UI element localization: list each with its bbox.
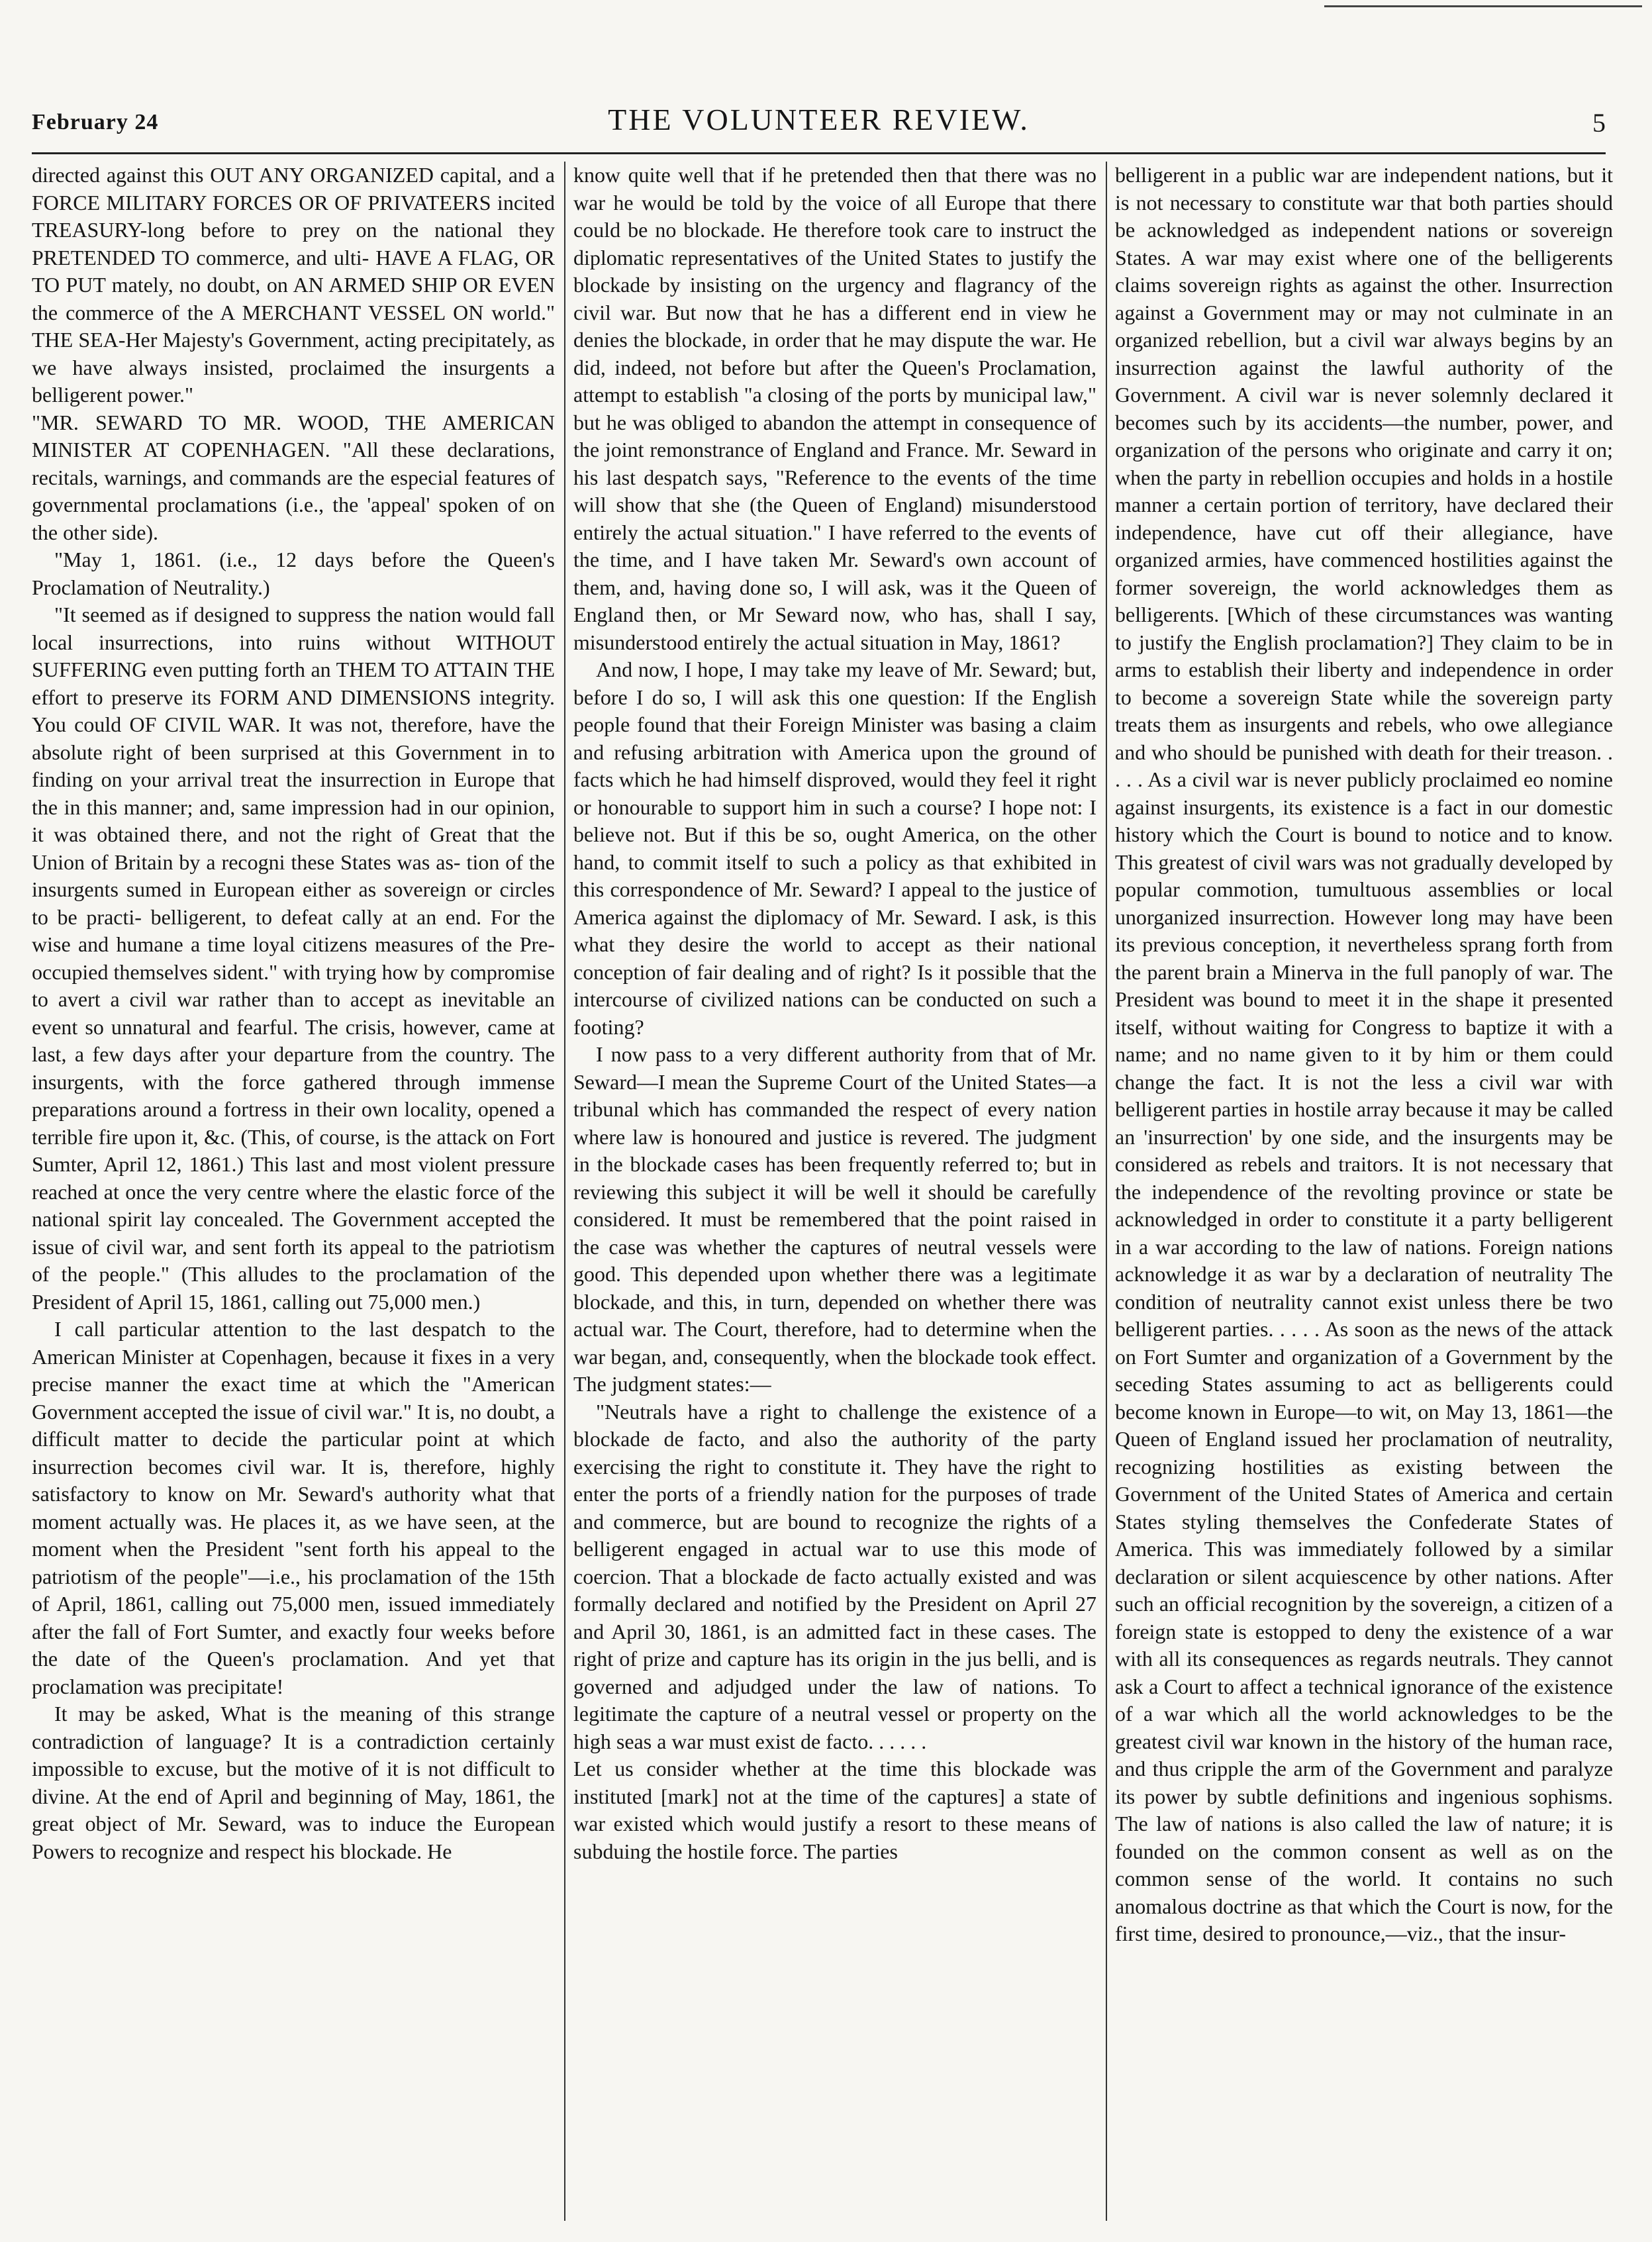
text-column-2: [573, 162, 1096, 2221]
column-2-paragraph-4: "Neutrals have a right to challenge the existence of a blockade de facto, and also the authority of the party exercising the right to constitute it. They have the right to enter the ports of a friendly nation for the purposes of trade and commerce, but are bound to recognize the rights of a belligerent engaged in actual war to use this mode of coercion. That a blockade de facto actually existed and was formally declared and notified by the President on April 27 and April 30, 1861, is an admitted fact in these cases. The right of prize and capture has its origin in the jus belli, and is governed and adjudged under the law of nations. To legitimate the capture of a neutral vessel or property on the high seas a war must exist de facto. . . . . .: [573, 1399, 1096, 1753]
column-1-paragraph-4: "It seemed as if designed to suppress the nation would fall local insurrections, into ruins without WITHOUT SUFFERING even putting forth an THEM TO ATTAIN THE effort to preserve its FORM AND DIMENSIONS integrity. You could OF CIVIL WAR. It was not, therefore, have the absolute right of been surprised at this Government in to finding on your arrival treat the insurrection in Europe that the in this manner; and, same impression had in our opinion, it was obtained there, and not the right of Great that the Union of Britain by a recogni these States was as- tion of the insurgents sumed in European either as sovereign or circles to be practi- belligerent, to defeat cally at an end. For the wise and humane a time loyal citizens measures of the Pre- occupied themselves sident." with trying how by compromise to avert a civil war rather than to accept as inevitable an event so unnatural and fearful. The crisis, however, came at last, a few days after your departure from the country. The insurgents, with the force gathered through immense preparations around a fortress in their own locality, opened a terrible fire upon it, &c. (This, of course, is the attack on Fort Sumter, April 12, 1861.) This last and most violent pressure reached at once the very centre where the elastic force of the national spirit lay concealed. The Government accepted the issue of civil war, and sent forth its appeal to the patriotism of the people." (This alludes to the proclamation of the President of April 15, 1861, calling out 75,000 men.): [32, 603, 555, 1314]
header-rule: [32, 152, 1606, 154]
header-page-number: 5: [1592, 108, 1606, 138]
column-1-paragraph-5: I call particular attention to the last despatch to the American Minister at Copenhagen, because it fixes in a very precise manner the exact time at which the "American Government accepted the issue of civil war." It is, no doubt, a difficult matter to decide the particular point at which insurrection becomes civil war. It is, therefore, highly satisfactory to know on Mr. Seward's authority what that moment actually was. He places it, as we have seen, at the moment when the President "sent forth his appeal to the patriotism of the people"—i.e., his proclamation of the 15th of April, 1861, calling out 75,000 men, issued immediately after the fall of Fort Sumter, and exactly four weeks before the date of the Queen's proclamation. And yet that proclamation was precipitate!: [32, 1317, 555, 1698]
page-header: [32, 98, 1606, 144]
column-3-paragraph-1: belligerent in a public war are independent nations, but it is not necessary to constitute war that both parties should be acknowledged as independent nations or sovereign States. A war may exist where one of the belligerents claims sovereign rights as against the other. Insurrection against a Government may or may not culminate in an organized rebellion, but a civil war always begins by an insurrection against the lawful authority of the Government. A civil war is never solemnly declared it becomes such by its accidents—the number, power, and organization of the persons who originate and carry it on; when the party in rebellion occupies and holds in a hostile manner a certain portion of territory, have declared their independence, have cut off their allegiance, have organized armies, have commenced hostilities against the former sovereign, the world acknowledges them as belligerents. [Which of these circumstances was wanting to justify the English proclamation?] They claim to be in arms to establish their liberty and independence in order to become a sovereign State while the sovereign party treats them as insurgents and rebels, who owe allegiance and who should be punished with death for their treason. . . . . As a civil war is never publicly proclaimed eo nomine against insurgents, its existence is a fact in our domestic history which the Court is bound to notice and to know. This greatest of civil wars was not gradually developed by popular commotion, tumultuous assemblies or local unorganized insurrection. However long may have been its previous conception, it nevertheless sprang forth from the parent brain a Minerva in the full panoply of war. The President was bound to meet it in the shape it presented itself, without waiting for Congress to baptize it with a name; and no name given to it by him or them could change the fact. It is not the less a civil war with belligerent parties in hostile array because it may be called an 'insurrection' by one side, and the insurgents may be considered as rebels and traitors. It is not necessary that the independence of the revolting province or state be acknowledged in order to constitute it a party belligerent in a war according to the law of nations. Foreign nations acknowledge it as war by a declaration of neutrality The condition of neutrality cannot exist unless there be two belligerent parties. . . . . As soon as the news of the attack on Fort Sumter and organization of a Government by the seceding States assuming to act as belligerents could become known in Europe—to wit, on May 13, 1861—the Queen of England issued her proclamation of neutrality, recognizing hostilities as existing between the Government of the United States of America and certain States styling themselves the Confederate States of America. This was immediately followed by a similar declaration or silent acquiescence by other nations. After such an official recognition by the sovereign, a citizen of a foreign state is estopped to deny the existence of a war with all its consequences as regards neutrals. They cannot ask a Court to affect a technical ignorance of the existence of a war which all the world acknowledges to be the greatest civil war known in the history of the human race, and thus cripple the arm of the Government and paralyze its power by subtle definitions and ingenious sophisms. The law of nations is also called the law of nature; it is founded on the common consent as well as on the common sense of the world. It contains no such anomalous doctrine as that which the Court is now, for the first time, desired to pronounce,—viz., that the insur-: [1115, 163, 1613, 1945]
column-2-paragraph-3: I now pass to a very different authority from that of Mr. Seward—I mean the Supreme Court of the United States—a tribunal which has commanded the respect of every nation where law is honoured and justice is revered. The judgment in the blockade cases has been frequently referred to; but in reviewing this subject it will be well it should be carefully considered. It must be remembered that the point raised in the case was whether the captures of neutral vessels were good. This depended upon whether there was a legitimate blockade, and this, in turn, depended on whether there was actual war. The Court, therefore, had to determine when the war began, and, consequently, when the blockade took effect. The judgment states:—: [573, 1042, 1096, 1396]
column-2-paragraph-1: know quite well that if he pretended then that there was no war he would be told by the voice of all Europe that there could be no blockade. He therefore took care to instruct the diplomatic representatives of the United States to justify the blockade by insisting on the urgency and flagrancy of the civil war. But now that he has a different end in view he denies the blockade, in order that he may dispute the war. He did, indeed, not before but after the Queen's Proclamation, attempt to establish "a closing of the ports by municipal law," but he was obliged to abandon the attempt in consequence of the joint remonstrance of England and France. Mr. Seward in his last despatch says, "Reference to the events of the time will show that she (the Queen of England) misunderstood entirely the actual situation." I have referred to the events of the time, and I have taken Mr. Seward's own account of them, and, having done so, I will ask, was it the Queen of England then, or Mr Seward now, who has, shall I say, misunderstood entirely the actual situation in May, 1861?: [573, 163, 1096, 654]
top-edge-line: [1324, 5, 1642, 7]
column-1-paragraph-2: "MR. SEWARD TO MR. WOOD, THE AMERICAN MINISTER AT COPENHAGEN. "All these declarations, recitals, warnings, and commands are the especial features of governmental proclamations (i.e., the 'appeal' spoken of on the other side).: [32, 410, 555, 544]
column-1-paragraph-6: It may be asked, What is the meaning of this strange contradiction of language? It is a contradiction certainly impossible to excuse, but the motive of it is not difficult to divine. At the end of April and beginning of May, 1861, the great object of Mr. Seward, was to induce the European Powers to recognize and respect his blockade. He: [32, 1702, 555, 1863]
column-1-paragraph-3: "May 1, 1861. (i.e., 12 days before the Queen's Proclamation of Neutrality.): [32, 548, 555, 599]
text-column-3: [1115, 162, 1613, 2221]
header-title: THE VOLUNTEER REVIEW.: [608, 103, 1030, 136]
column-2-paragraph-5: Let us consider whether at the time this blockade was instituted [mark] not at the time of the captures] a state of war existed which would justify a resort to these means of subduing the hostile force. The parties: [573, 1757, 1096, 1863]
text-column-1: [32, 162, 555, 2221]
header-date: February 24: [32, 110, 159, 134]
column-divider-2: [1106, 162, 1107, 2221]
column-2-paragraph-2: And now, I hope, I may take my leave of Mr. Seward; but, before I do so, I will ask this one question: If the English people found that their Foreign Minister was basing a claim and refusing arbitration with America upon the ground of facts which he had himself disproved, would they feel it right or honourable to support him in such a course? I hope not: I believe not. But if this be so, ought America, on the other hand, to commit itself to such a policy as that exhibited in this correspondence of Mr. Seward? I appeal to the justice of America against the diplomacy of Mr. Seward. I ask, is this what they desire the world to accept as their national conception of fair dealing and of right? Is it possible that the intercourse of civilized nations can be conducted on such a footing?: [573, 658, 1096, 1039]
column-1-paragraph-1: directed against this OUT ANY ORGANIZED capital, and a FORCE MILITARY FORCES OR OF PRIVATEERS incited TREASURY-long before to prey on the national they PRETENDED TO commerce, and ulti- HAVE A FLAG, OR TO PUT mately, no doubt, on AN ARMED SHIP OR EVEN the commerce of the A MERCHANT VESSEL ON world." THE SEA-Her Majesty's Government, acting precipitately, as we have always insisted, proclaimed the insurgents a belligerent power.": [32, 163, 555, 407]
column-divider-1: [564, 162, 565, 2221]
